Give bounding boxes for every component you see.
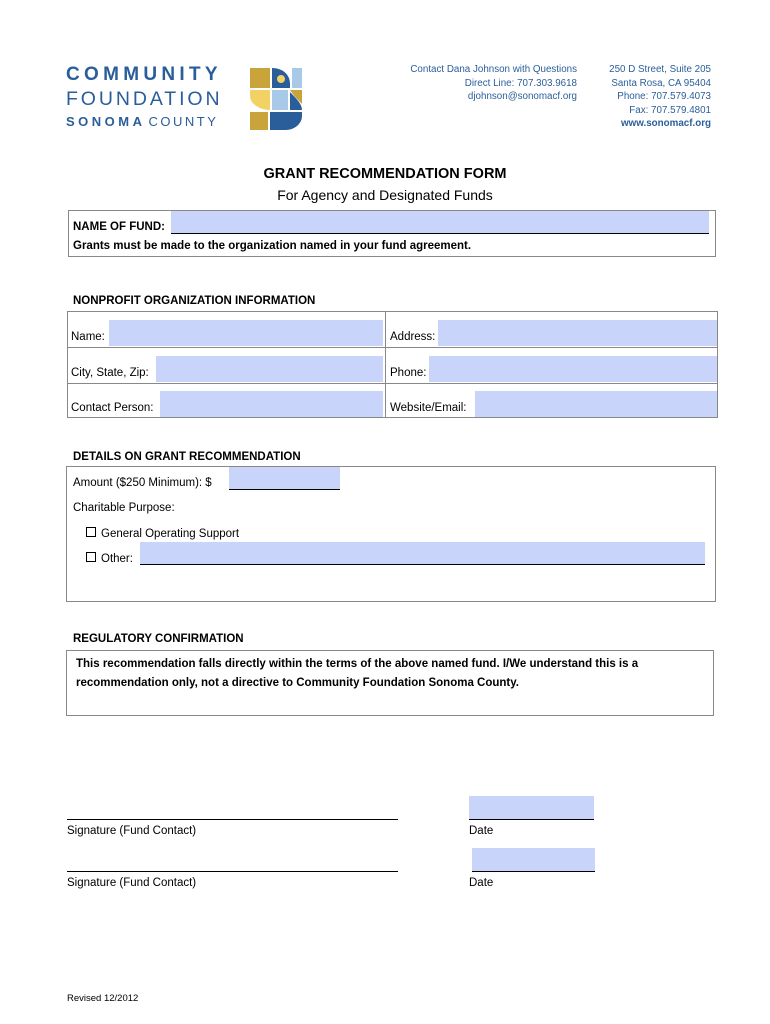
signature-line-2[interactable] [67,871,398,872]
regulatory-text-line1: This recommendation falls directly within the terms of the above named fund. I/We understand this is a [76,658,639,670]
foundation-logo-icon [248,66,304,132]
logo-line-sonoma-county [66,114,218,129]
form-title: GRANT RECOMMENDATION FORM [263,166,507,182]
date-label-1: Date [469,825,494,837]
general-operating-option[interactable] [86,527,239,540]
contact-email: djohnson@sonomacf.org [467,91,577,102]
other-option[interactable] [86,552,133,565]
org-address-label: Address: [390,331,436,343]
city-state-zip-input[interactable] [156,356,383,382]
date-input-1[interactable] [469,796,594,819]
fund-name-underline [171,233,709,234]
date-input-2[interactable] [472,848,595,871]
regulatory-heading: REGULATORY CONFIRMATION [73,633,244,645]
amount-input[interactable] [229,467,340,489]
contact-direct-line: Direct Line: 707.303.9618 [464,77,577,89]
phone-number: Phone: 707.579.4073 [617,91,711,102]
fax-number: Fax: 707.579.4801 [629,104,711,116]
logo-sonoma: SONOMA [66,114,146,129]
signature-label-2: Signature (Fund Contact) [67,877,197,889]
contact-person-block [400,63,577,104]
amount-underline [229,489,340,490]
signature-label-1: Signature (Fund Contact) [67,825,197,837]
fund-name-label: NAME OF FUND: [73,221,165,233]
logo-line-community: COMMUNITY [66,64,222,85]
fund-name-input[interactable] [171,211,709,233]
charitable-purpose-label: Charitable Purpose: [73,502,175,514]
fund-note: Grants must be made to the organization named in your fund agreement. [73,240,472,252]
amount-label: Amount ($250 Minimum): $ [73,477,212,489]
nonprofit-divider [385,311,386,418]
logo-county: COUNTY [148,114,219,129]
street-address: 250 D Street, Suite 205 [609,64,711,75]
revision-note: Revised 12/2012 [67,993,139,1004]
website-email-label: Website/Email: [390,402,467,414]
city-state-zip-label: City, State, Zip: [71,367,149,379]
org-name-label: Name: [71,331,105,343]
form-subtitle: For Agency and Designated Funds [277,187,493,203]
contact-line: Contact Dana Johnson with Questions [410,64,577,75]
nonprofit-heading: NONPROFIT ORGANIZATION INFORMATION [73,295,316,307]
contact-person-label: Contact Person: [71,402,154,414]
website-link[interactable]: www.sonomacf.org [621,118,711,129]
org-address-input[interactable] [438,320,717,346]
date-underline-1 [469,819,594,820]
other-purpose-underline [140,564,705,565]
org-phone-input[interactable] [429,356,717,382]
general-operating-label: General Operating Support [101,528,240,540]
contact-person-input[interactable] [160,391,383,417]
other-label: Other: [101,553,133,565]
org-phone-label: Phone: [390,367,427,379]
other-purpose-input[interactable] [140,542,705,564]
signature-line-1[interactable] [67,819,398,820]
website-email-input[interactable] [475,391,717,417]
date-label-2: Date [469,877,494,889]
logo-line-foundation: FOUNDATION [66,88,223,110]
org-name-input[interactable] [109,320,383,346]
nonprofit-row-line [67,383,718,384]
nonprofit-row-line [67,347,718,348]
city-address: Santa Rosa, CA 95404 [611,77,711,89]
address-block [590,63,711,131]
general-operating-checkbox[interactable] [86,527,96,537]
date-underline-2 [472,871,595,872]
regulatory-text-line2: recommendation only, not a directive to Community Foundation Sonoma County. [76,677,519,689]
other-checkbox[interactable] [86,552,96,562]
details-heading: DETAILS ON GRANT RECOMMENDATION [73,451,301,463]
